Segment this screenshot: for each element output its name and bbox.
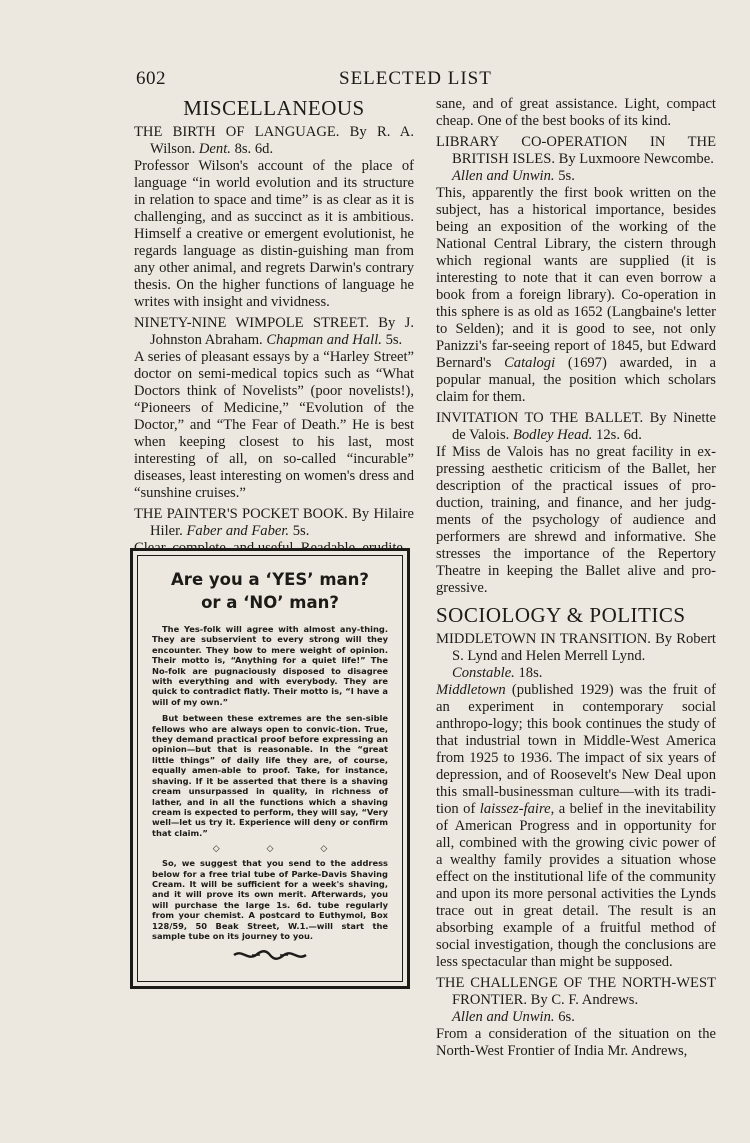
right-column [436,96,716,1064]
entry-price: 12s. 6d. [596,427,642,443]
entry-body [436,682,716,971]
entry-body-italic: Middletown [436,682,506,698]
entry-body-italic: laissez-faire [479,801,551,817]
entry-title: NINETY-NINE WIMPOLE STREET. By J. Johnston Abraham. [134,315,414,348]
entry-price: 5s. [558,168,575,184]
flourish-ornament-icon [152,947,388,966]
entry-publisher: Constable. [452,665,515,681]
ad-headline [152,568,388,614]
entry-body-part: (published 1929) was the fruit of an experiment in contemporary social anthropo-logy; this book continues the study of that industrial town in Middle-West America from 1925 to 1936. The impact of six years of depression, and of Roosevelt's New Deal upon this small-businessman culture—with its tradi-tion of [436,682,716,817]
entry-head [436,975,716,1026]
entry-body: A series of pleasant essays by a “Harley Street” doctor on semi-medical topics such as “What Doctors think of Novelists” (poor novelists!), “Pioneers of Medicine,” “Evolution of the Doctor,” and “The Fear of Death.” He is best when keeping closest to his last, most interesting of all, on so-called “incurable” diseases, least interesting on women's dress and “sunshine cruises.” [134,349,414,501]
entry-body-part: This, apparently the first book written on the subject, has a historical importance, besides being an exposition of the working of the National Central Library, the cistern through which regional wants are supplied (it is interesting to note that it can even borrow a book from a foreign library). Co-operation in this sphere is as old as 1652 (Langbaine's letter to Selden); and it is good to see, not only Panizzi's far-seeing report of 1845, but Edward Bernard's [436,185,716,371]
entry-head [134,315,414,349]
entry-title: THE PAINTER'S POCKET BOOK. By Hilaire Hiler. [134,506,414,539]
entry-price: 5s. [292,523,310,539]
left-column [134,96,414,561]
entry-publisher: Faber and Faber. [186,523,290,539]
entry-title: INVITATION TO THE BALLET. By Ninette de Valois. [436,410,716,443]
entry-body: If Miss de Valois has no great facility in ex-pressing aesthetic criticism of the Ballet, her description of the practical issues of pro-duction, training, and finance, and her judg-ments of the psychology of audience and performers are shrewd and informative. She stresses the importance of the Repertory Theatre in keeping the Ballet alive and pro-gressive. [436,444,716,596]
entry-price: 5s. [385,332,403,348]
ad-headline-line-1: Are you a ‘YES’ man? [171,570,369,589]
ad-headline-line-2: or a ‘NO’ man? [201,593,339,612]
entry-body-part: , a belief in the inevitability of American Progress and in opportunity for all, combined with the growing civic power of a wealthy family provides a situation whose effect on the institutional life of the community and upon its more personal activities the Lynds trace out in great detail. The result is an absorbing example of a fruitful method of social investigation, though the conclusions are less spectacular than might be supposed. [436,801,716,970]
entry-head [134,506,414,540]
ad-paragraph: But between these extremes are the sen-sible fellows who are always open to convic-tion. True, they demand practical proof before expressing an opinion—but that is reasonable. In the “great little things” of daily life they are, of course, equally amen-able to proof. Take, for instance, shaving. If it be asserted that there is a shaving cream unsurpassed in quality, in richness of lather, and in all the functions which a shaving cream is expected to perform, they will say, “Very well—let us try it. Experience will deny or confirm that claim.” [152,713,388,838]
entry-title: THE CHALLENGE OF THE NORTH-WEST FRONTIER. By C. F. Andrews. [436,975,716,1008]
entry-body-part: (1697) awarded, in a popular manual, the position which scholars claim for them. [436,355,717,405]
entry-title: MIDDLETOWN IN TRANSITION. By Robert S. Lynd and Helen Merrell Lynd. [436,631,716,664]
entry-body: From a consideration of the situation on the North-West Frontier of India Mr. Andrews, [436,1026,716,1059]
section-title-sociology-politics: SOCIOLOGY & POLITICS [436,603,686,627]
advertisement-inner [137,555,403,982]
entry-publisher: Allen and Unwin. [452,168,555,184]
page-number: 602 [136,68,166,89]
entry-head [436,410,716,444]
entry-price: 6s. [558,1009,575,1025]
entry-head [134,124,414,158]
entry-title: THE BIRTH OF LANGUAGE. By R. A. Wilson. [134,124,414,157]
entry-publisher: Dent. [198,141,231,157]
entry-price: 18s. [518,665,543,681]
entry-body-italic: Catalogi [504,355,556,371]
running-head: SELECTED LIST [339,68,492,89]
entry-publisher: Chapman and Hall. [266,332,382,348]
entry-price: 8s. 6d. [234,141,274,157]
ad-paragraph: The Yes-folk will agree with almost any-thing. They are subservient to every strong will they encounter. They bow to mere weight of opinion. Their motto is, “Anything for a quiet life!” The No-folk are pugnaciously disposed to disagree with everything and with everybody. They are quick to contradict flatly. Their motto is, “I have a will of my own.” [152,624,388,707]
entry-publisher: Allen and Unwin. [452,1009,555,1025]
entry-head [436,134,716,185]
section-title-miscellaneous: MISCELLANEOUS [183,96,365,120]
entry-title: LIBRARY CO-OPERATION IN THE BRITISH ISLES. By Luxmoore Newcombe. [436,134,716,167]
ad-ornament-row: ◇ ◇ ◇ [212,844,350,855]
entry-publisher: Bodley Head. [512,427,593,443]
advertisement-box [130,548,410,989]
ad-paragraph: So, we suggest that you send to the address below for a free trial tube of Parke-Davis Shaving Cream. It will be sufficient for a week's shaving, and it will prove its own merit. Afterwards, you will purchase the large 1s. 6d. tube regularly from your chemist. A postcard to Euthymol, Box 128/59, 50 Beak Street, W.1.—will start the sample tube on its journey to you. [152,858,388,941]
entry-body [436,185,716,406]
page-header [0,66,750,96]
entry-head [436,631,716,682]
continuation-text: sane, and of great assistance. Light, compact cheap. One of the best books of its kind. [436,96,716,129]
entry-body: Professor Wilson's account of the place of language “in world evolution and its structure in relation to space and time” is as clear as it is challenging, and as succinct as it is ambitious. Himself a creative or emergent evolutionist, he regards language as distin-guishing man from any other animal, and regrets Darwin's contrary thesis. On the higher functions of language he writes with insight and vividness. [134,158,414,310]
